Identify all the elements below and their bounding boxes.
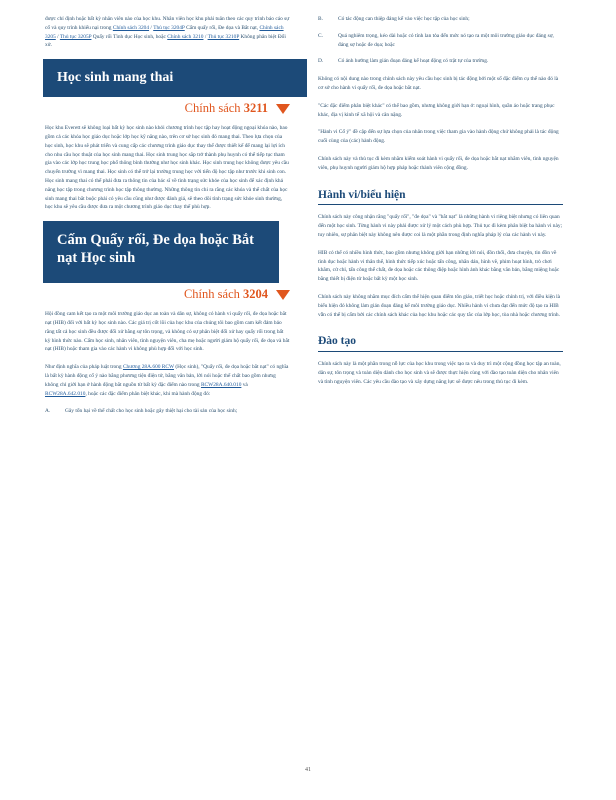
triangle-down-icon: [276, 104, 290, 114]
right-column: [318, 15, 563, 396]
body-paragraph: Chính sách này công nhận rằng "quấy rối", "đe dọa" và "bắt nạt" là những hành vi riêng biệt nhưng có liên quan đến một học sinh. Từng hành vi này phải được xử lý một cách phù hợp. Thủ tục đi kèm phân biệt ba hành vi này; tuy nhiên, sự phân biệt này không nên được coi là một phần trong định nghĩa pháp lý của các hành vi này.: [318, 214, 563, 238]
rcw-link[interactable]: RCW28A.640.010: [200, 381, 242, 388]
rcw-link[interactable]: Chương 28A.600 RCW: [122, 364, 174, 371]
rcw-link[interactable]: RCW28A.642.010: [45, 390, 86, 397]
section-heading-conduct: Hành vi/biểu hiện: [318, 191, 563, 206]
procedure-link[interactable]: Thủ tục 3204P: [153, 24, 185, 31]
triangle-down-icon: [276, 290, 290, 300]
intro-paragraph: được chỉ định hoặc bất kỳ nhân viên nào của học khu. Nhân viên học khu phải tuân theo các quy trình báo cáo sự cố và quy trình khiếu nại trong Chính sách 3204 / Thủ tục 3204P Cấm quấy rối, Đe dọa và Bắt nạt, Chính sách 3205 / Thủ tục 3205P Quấy rối Tình dục Học sinh, hoặc Chính sách 3210 / Thủ tục 3210P Không phân biệt Đối xử.: [45, 16, 290, 49]
procedure-link[interactable]: Thủ tục 3210P: [207, 33, 240, 40]
policy-link[interactable]: Chính sách 3210: [167, 33, 204, 40]
policy-number-label: Chính sách 3204: [45, 286, 290, 302]
policy-link[interactable]: Chính sách 3204: [112, 24, 150, 31]
body-paragraph: Chính sách này không nhằm mục đích cấm thể hiện quan điểm tôn giáo, triết học hoặc chính trị, với điều kiện là biểu hiện đó không làm gián đoạn đáng kể môi trường giáo dục. Nhiều hành vi chưa đạt đến mức độ tạo ra HIB vẫn có thể bị cấm bởi các chính sách khác của học khu hoặc các quy tắc của lớp học, tòa nhà hoặc chương trình.: [318, 293, 561, 318]
section-banner-hib: Cấm Quấy rối, Đe dọa hoặc Bắt nạt Học sinh: [43, 221, 279, 283]
left-column: [45, 15, 290, 425]
criteria-list: [318, 15, 563, 66]
section-heading-training: Đào tạo: [318, 337, 563, 352]
list-item: A. Gây tổn hại về thể chất cho học sinh hoặc gây thiệt hại cho tài sản của học sinh;: [45, 408, 238, 415]
list-item: D. Có ảnh hưởng làm gián đoạn đáng kể hoạt động có trật tự của trường.: [318, 58, 489, 65]
policy-number-label: Chính sách 3211: [45, 100, 290, 116]
policy-link[interactable]: Chính sách 3205: [45, 24, 284, 40]
body-paragraph: Chính sách này và thủ tục đi kèm nhằm kiểm soát hành vi quấy rối, đe dọa hoặc bắt nạt nhằm viên, tình nguyện viên, phụ huynh người giám hộ hợp pháp hoặc thành viên cộng đồng.: [318, 155, 559, 171]
body-paragraph: Chính sách này là một phần trong nỗ lực của học khu trong việc tạo ra và duy trì một cộng đồng học tập an toàn, dân sự, tôn trọng và toàn diện dành cho học sinh và sẽ được thực hiện cùng với đào tạo toàn diện cho nhân viên và tình nguyện viên. Các yêu cầu đào tạo và xây dựng năng lực sẽ được nêu trong thủ tục đi kèm.: [318, 361, 561, 385]
section-paragraph: Hội đồng cam kết tạo ra một môi trường giáo dục an toàn và dân sự, không có hành vi quấy rối, đe dọa hoặc bắt nạt (HIB) đối với bất kỳ học sinh nào. Các giá trị cốt lõi của học khu của chúng tôi bao gồm cam kết đảm bảo rằng tất cả học sinh đều được đối xử bằng sự tôn trọng, và không có sự phân biệt đối xử hay quấy rối trong bất kỳ hình thức nào. Cấm học sinh, nhân viên, tình nguyện viên, cha mẹ hoặc người giám hộ quấy rối, đe dọa và bắt nạt (HIB) hoặc tham gia vào các hành vi không phù hợp đối với học sinh.: [45, 311, 290, 353]
law-paragraph: Như định nghĩa của pháp luật trong Chương 28A.600 RCW (Học sinh), "Quấy rối, đe dọa hoặc bắt nạt" có nghĩa là bất kỳ hành động cố ý nào bằng phương tiện điện tử, bằng văn bản, lời nói hoặc thể chất bao gồm nhưng không chỉ giới hạn ở hành động bắt nguồn từ bất kỳ đặc điểm nào trong RCW28A.640.010 và RCW28A.642.010, hoặc các đặc điểm phân biệt khác, khi mà hành động đó:: [45, 364, 289, 397]
section-paragraph: Học khu Everett sẽ không loại bất kỳ học sinh nào khỏi chương trình học tập hay hoạt động ngoại khóa nào, bao gồm cả các khóa học giáo dục hoặc lớp học kỹ năng nào, trên cơ sở học sinh đó mang thai. Theo lựa chọn của học sinh, học khu sẽ phát triển và cung cấp các chương trình giáo dục thay thế được thiết kế để mang lại lợi ích cho nhu cầu học thuật của học sinh mang thai. Học sinh trung học sắp trở thành phụ huynh có thể tiếp tục tham gia vào các lớp học trung học phổ thông bình thường như học sinh khác. Học sinh trung học không được yêu cầu chuyển trường vì mang thai. Học sinh có thể trở lại trường trung học với tiến độ học tập như trước khi sinh con. Học sinh mang thai có thể phải đưa ra thông tin của bác sĩ về tình trạng sức khỏe của học sinh để xác định khả năng học tập trong chương trình học tập thông thường. Những thông tin chi ra rằng các khóa và thể chất của học sinh mang thai bắt buộc phải có yêu cầu cũng như được đánh giá, sẽ theo dõi tình trạng sức khỏe sinh thường, học khu sẽ yêu cầu được đưa ra một chương trình giáo dục thay thế phù hợp.: [45, 125, 289, 211]
procedure-link[interactable]: Thủ tục 3205P: [59, 33, 92, 40]
body-paragraph: "Hành vi Cố ý" đề cập đến sự lựa chọn của nhân trong việc tham gia vào hành động chứ không phải là tác động cuối cùng của (các) hành động.: [318, 129, 559, 145]
list-item: C. Quá nghiêm trọng, kéo dài hoặc có tính lan tỏa đến mức nó tạo ra một môi trường giáo dục đáng sợ, đáng sợ hoặc đe dọa; hoặc: [318, 32, 554, 48]
body-paragraph: Không có nội dung nào trong chính sách này yêu cầu học sinh bị tác động bởi một số đặc điểm cụ thể nào đó là cơ sở cho hành vi quấy rối, đe dọa hoặc bắt nạt.: [318, 76, 559, 91]
list-item: B. Có tác động can thiệp đáng kể vào việc học tập của học sinh;: [318, 16, 470, 22]
body-paragraph: "Các đặc điểm phân biệt khác" có thể bao gồm, nhưng không giới hạn ở: ngoại hình, quần áo hoặc trang phục khác, địa vị kinh tế xã hội và cân nặng.: [318, 102, 555, 118]
page-number: 41: [305, 767, 311, 773]
body-paragraph: HIB có thể có nhiều hình thức, bao gồm nhưng không giới hạn những lời nói, đồn thổi, đưa chuyện, tin đồn về tình dục hoặc hành vi thân thể, hình thức tiếp xúc hoặc tấn công, nhãn dán, hình vẽ, phim hoạt hình, trò chơi khăm, cử chỉ, tấn công thể chất, đe dọa hoặc các thông điệp hoặc hình ảnh khác bằng văn bản, bằng miệng hoặc bằng thiết bị điện tử hoặc bất kỳ một học sinh.: [318, 249, 560, 283]
criteria-list: [45, 407, 290, 416]
section-banner-pregnant-students: Học sinh mang thai: [43, 59, 307, 97]
